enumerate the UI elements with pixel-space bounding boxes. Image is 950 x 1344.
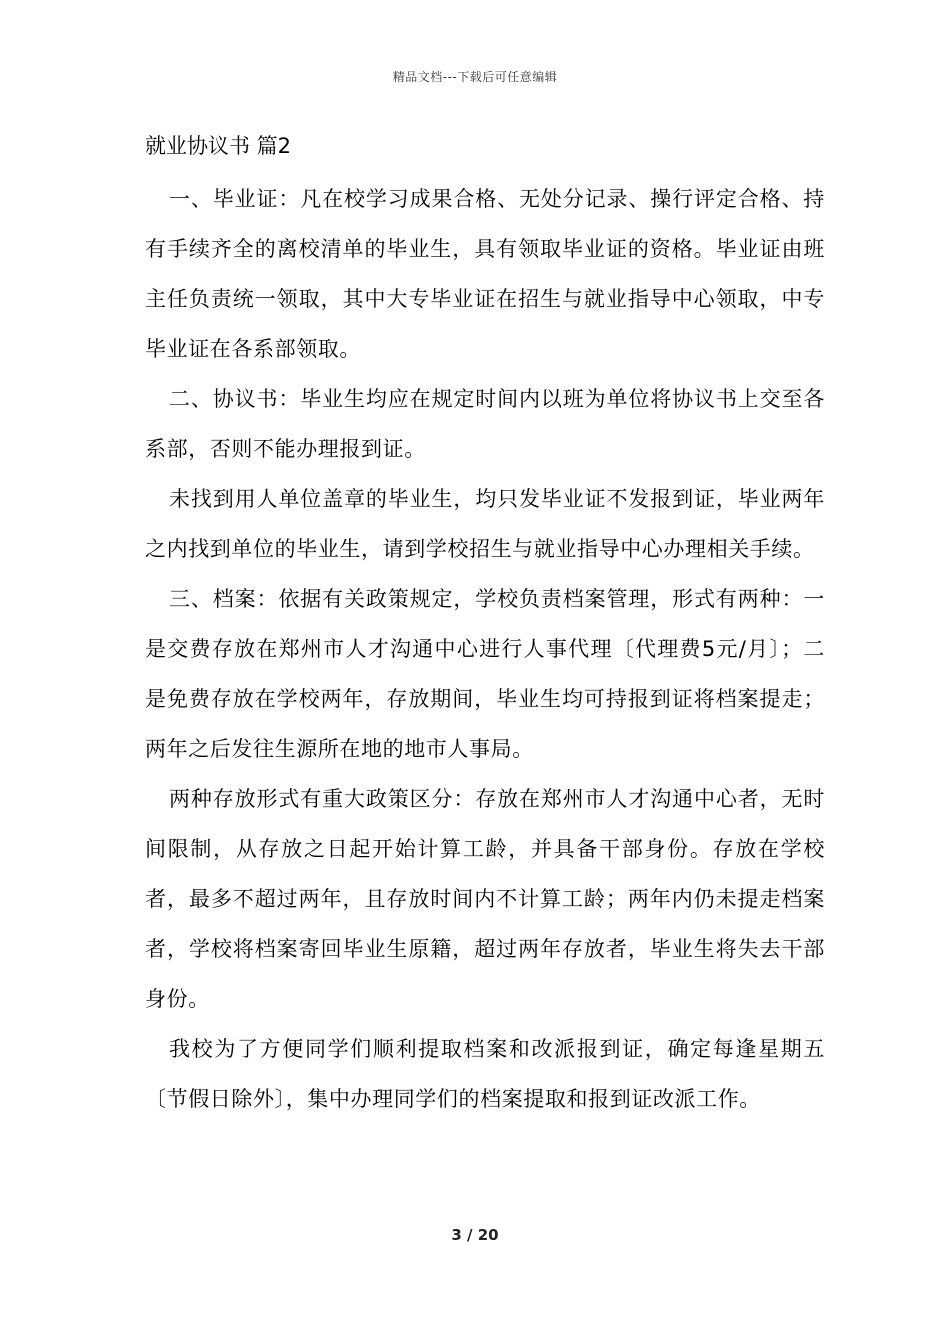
document-title: 就业协议书 篇2 [145,134,292,158]
paragraph-archives: 三、档案：依据有关政策规定，学校负责档案管理，形式有两种：一是交费存放在郑州市人才沟通中心进行人事代理〔代理费5元/月〕；二是免费存放在学校两年，存放期间，毕业生均可持报到证将档案提走；两年之后发往生源所在地的地市人事局。 [145,587,825,761]
paragraph-agreement: 二、协议书：毕业生均应在规定时间内以班为单位将协议书上交至各系部，否则不能办理报到证。 [145,387,825,461]
document-body [145,128,825,1124]
paragraph-diploma: 一、毕业证：凡在校学习成果合格、无处分记录、操行评定合格、持有手续齐全的离校清单的毕业生，具有领取毕业证的资格。毕业证由班主任负责统一领取，其中大专毕业证在招生与就业指导中心领取，中专毕业证在各系部领取。 [145,187,825,361]
paragraph-storage-difference: 两种存放形式有重大政策区分：存放在郑州市人才沟通中心者，无时间限制，从存放之日起开始计算工龄，并具备干部身份。存放在学校者，最多不超过两年，且存放时间内不计算工龄；两年内仍未提走档案者，学校将档案寄回毕业生原籍，超过两年存放者，毕业生将失去干部身份。 [145,787,825,1011]
page-header: 精品文档---下载后可任意编辑 [392,70,558,84]
page-number: 3 / 20 [451,1226,499,1244]
paragraph-no-employer: 未找到用人单位盖章的毕业生，均只发毕业证不发报到证，毕业两年之内找到单位的毕业生，请到学校招生与就业指导中心办理相关手续。 [145,487,825,561]
paragraph-friday-service: 我校为了方便同学们顺利提取档案和改派报到证，确定每逢星期五〔节假日除外〕，集中办理同学们的档案提取和报到证改派工作。 [145,1037,825,1111]
